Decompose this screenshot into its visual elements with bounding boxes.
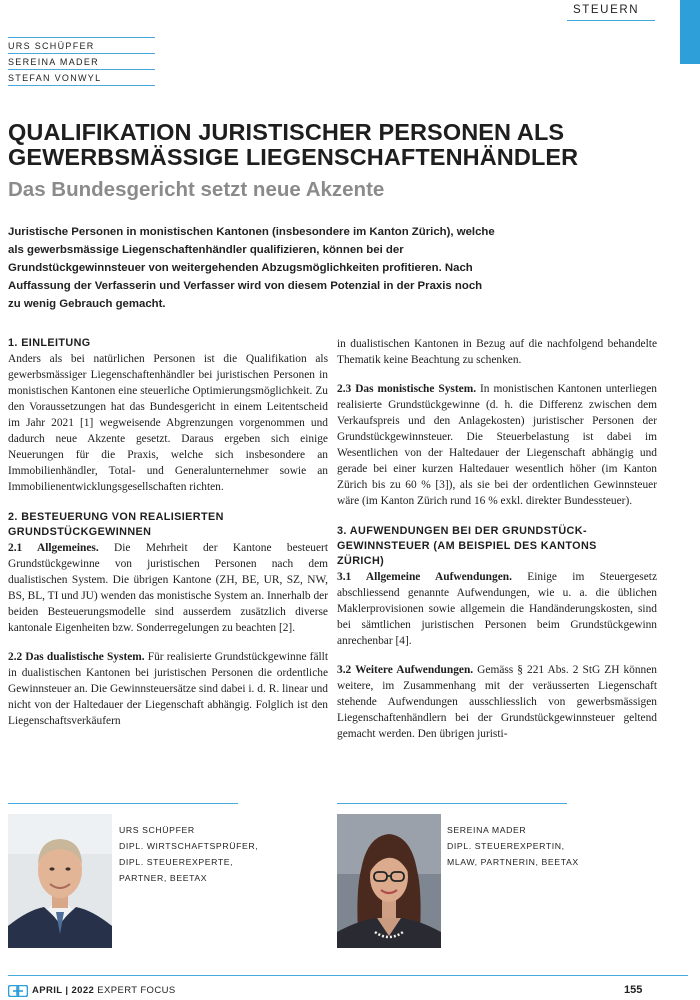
heading-line: GEWINNSTEUER (AM BEISPIEL DES KANTONS: [337, 540, 597, 552]
paragraph-label: 3.2 Weitere Aufwendungen.: [337, 664, 474, 676]
paragraph-text: Gemäss § 221 Abs. 2 StG ZH können weitere, im Zusammenhang mit der veräusserten Liegenschaft stehende Aufwendungen ausschliesslich von gewerbsmässigen Liegenschaftenhändlern bei der Grundstückgewinnsteuer geltend gemacht werden. Den übrigen juristi-: [337, 664, 658, 740]
paragraph: in dualistischen Kantonen in Bezug auf die nachfolgend behandelte Thematik keine Beachtung zu schenken.: [337, 338, 657, 366]
heading-line: 2. BESTEUERUNG VON REALISIERTEN: [8, 511, 224, 523]
article-title: [8, 120, 688, 170]
paragraph-label: 2.3 Das monistische System.: [337, 383, 477, 395]
paragraph-text: Einige im Steuergesetz abschliessend genannte Aufwendungen, wie u. a. die üblichen Maklerprovisionen sowie allgemein die Handänderungskosten, sind bei sämtlichen juristischen Personen beim Grundstückgewinn anrechenbar [4].: [337, 571, 657, 647]
bio-name: URS SCHÜPFER: [119, 825, 195, 835]
title-line: QUALIFIKATION JURISTISCHER PERSONEN ALS: [8, 119, 565, 145]
footer-publication: [32, 985, 176, 996]
bio-line: DIPL. WIRTSCHAFTSPRÜFER,: [119, 841, 259, 851]
author-list: [8, 37, 155, 86]
author-photo: [8, 814, 112, 948]
paragraph-label: 2.2 Das dualistische System.: [8, 651, 145, 663]
title-line: GEWERBSMÄSSIGE LIEGENSCHAFTENHÄNDLER: [8, 144, 579, 170]
author-name: URS SCHÜPFER: [8, 37, 155, 53]
author-bio: [119, 822, 258, 886]
page-number: 155: [624, 984, 643, 996]
bio-line: DIPL. STEUEREXPERTIN,: [447, 841, 565, 851]
paragraph-text: In monistischen Kantonen unterliegen realisierte Grundstückgewinne (d. h. die Differenz zwischen dem Verkaufspreis und den Anlagekosten) juristischer Personen der Grundstückgewinnsteuer. Die Steuerbelastung ist dabei im Wesentlichen von der Haltedauer der Liegenschaft abhängig und gerade bei einer kurzen Haltedauer wesentlich höher (im Kanton Zürich bis zu 60 % [3]), als sie bei der ordentlichen Gewinnsteuer wäre (im Kanton Zürich rund 16 % exkl. direkter Bundessteuer).: [337, 383, 657, 507]
paragraph-text: Für realisierte Grundstückgewinne fällt in dualistischen Kantonen bei juristischen Personen die ordentliche Gewinnsteuer an. Die Gewinnsteuersätze sind dabei i. d. R. linear und nicht von der Haltedauer der Liegenschaft abhängig. Folglich ist den Liegenschaftsverkäufern: [8, 651, 328, 727]
paragraph: [337, 662, 657, 742]
footer-rule: [8, 975, 688, 976]
text-column-left: [8, 336, 328, 729]
heading-line: ZÜRICH): [337, 555, 385, 567]
bio-line: DIPL. STEUEREXPERTE,: [119, 857, 234, 867]
section-label: STEUERN: [573, 4, 640, 16]
bio-rule: [8, 803, 238, 804]
section-heading: 1. EINLEITUNG: [8, 337, 91, 349]
paragraph-text: Die Mehrheit der Kantone besteuert Grundstückgewinne von juristischen Personen nach dem dualistischen System. Die übrigen Kantone (ZH, BE, UR, SZ, NW, BS, BL, TI und JU) wenden das monistische System an. Innerhalb der beiden Besteuerungsmodelle sind ausserdem zusätzlich diverse kantonale Eigenheiten bzw. Sonderregelungen zu beachten [2].: [8, 542, 328, 634]
lead-paragraph: Juristische Personen in monistischen Kantonen (insbesondere im Kanton Zürich), welche als gewerbsmässige Liegenschaftenhändler qualifizieren, können bei der Grundstückgewinnsteuer von weitergehenden Abzugsmöglichkeiten profitieren. Nach Auffassung der Verfasserin und Verfasser wird von diesem Potenzial in der Praxis noch zu wenig Gebrauch gemacht.: [8, 226, 495, 310]
article-subtitle: Das Bundesgericht setzt neue Akzente: [8, 178, 385, 201]
paragraph-label: 3.1 Allgemeine Aufwendungen.: [337, 571, 512, 583]
bio-line: MLAW, PARTNERIN, BEETAX: [447, 857, 579, 867]
author-photo: [337, 814, 441, 948]
bio-rule: [337, 803, 567, 804]
heading-line: GRUNDSTÜCKGEWINNEN: [8, 526, 152, 538]
footer-publication-name: EXPERT FOCUS: [97, 985, 176, 996]
paragraph: Anders als bei natürlichen Personen ist die Qualifikation als gewerbsmässiger Liegenschaftenhändler bei juristischen Personen in monistischen Kantonen eine steuerliche Optimierungsmöglichkeit. Zu den Voraussetzungen hat das Bundesgericht in einem Leitentscheid im Jahr 2021 [1] wegweisende Abgrenzungen vorgenommen und dadurch neue Akzente gesetzt. Daraus ergeben sich einige Neuerungen für die Praxis, welche sich insbesondere an Immobilienhändler, Total- und Generalunternehmer sowie an Immobilienentwicklungsgesellschaften richten.: [8, 353, 328, 493]
paragraph: [337, 569, 657, 649]
section-color-tab: [680, 0, 700, 64]
section-rule: [567, 20, 655, 21]
footer-issue: APRIL | 2022: [32, 985, 95, 996]
publication-logo-icon: [8, 985, 28, 997]
paragraph: [8, 540, 328, 636]
author-bio: [447, 822, 579, 870]
bio-line: PARTNER, BEETAX: [119, 873, 208, 883]
paragraph: [337, 381, 657, 509]
author-name: STEFAN VONWYL: [8, 69, 155, 86]
paragraph: [8, 649, 328, 729]
heading-line: 3. AUFWENDUNGEN BEI DER GRUNDSTÜCK-: [337, 525, 587, 537]
bio-name: SEREINA MADER: [447, 825, 527, 835]
text-column-right: [337, 336, 657, 742]
section-heading: [337, 524, 657, 569]
section-heading: [8, 510, 328, 540]
paragraph-label: 2.1 Allgemeines.: [8, 542, 99, 554]
author-name: SEREINA MADER: [8, 53, 155, 69]
